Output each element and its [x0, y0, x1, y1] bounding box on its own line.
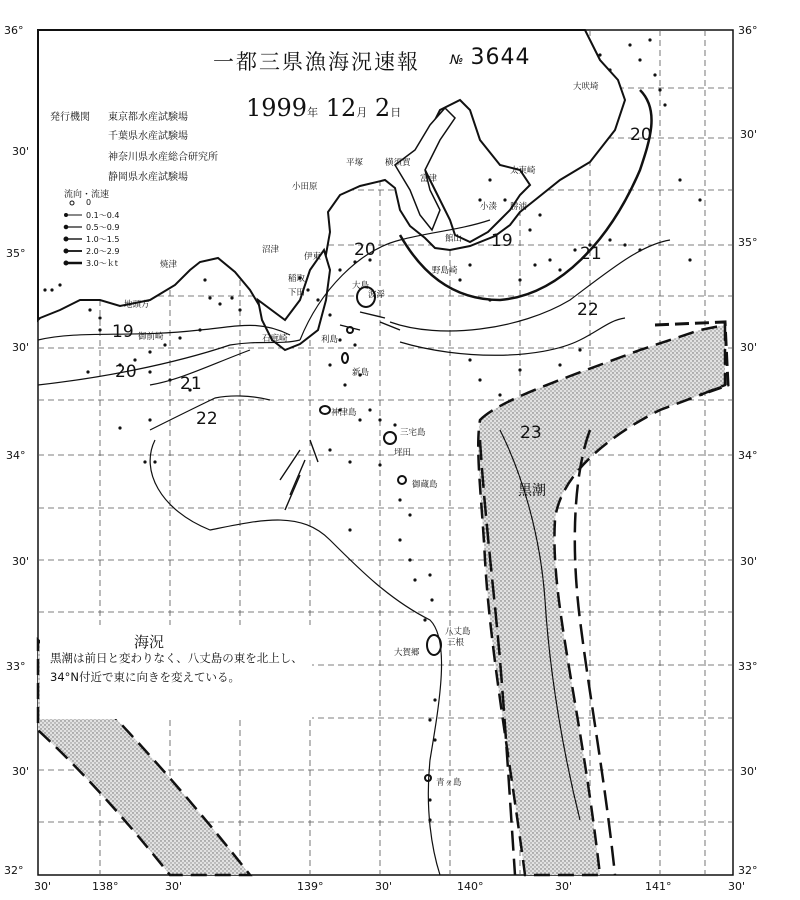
issuer-shizuoka: 静岡県水産試験場 — [108, 172, 188, 183]
isotherm-label: 21 — [180, 374, 202, 394]
place-mikurajima: 御蔵島 — [412, 480, 438, 490]
lon-label-bottom: 30' — [34, 880, 52, 893]
isotherm-20-west — [38, 340, 300, 385]
place-aogashima: 青ヶ島 — [436, 778, 462, 788]
place-mitsune: 三根 — [447, 638, 465, 648]
isotherm-label: 22 — [196, 409, 218, 429]
lon-label-bottom: 141° — [645, 880, 672, 893]
place-oshima: 大島 — [352, 281, 370, 291]
kuroshio-band — [478, 325, 725, 875]
lat-label-left: 30' — [12, 145, 30, 158]
report-date — [246, 94, 401, 122]
legend-title: 流向・流速 — [64, 190, 110, 200]
lat-label-left: 30' — [12, 341, 30, 354]
place-miyakejima: 三宅島 — [400, 428, 426, 438]
place-kominato: 小湊 — [480, 202, 498, 212]
place-shimoda: 下田 — [288, 288, 306, 298]
lat-label-left: 30' — [12, 765, 30, 778]
place-ito: 伊東 — [304, 252, 322, 262]
place-futtsu: 富津 — [420, 174, 438, 184]
place-toshima: 利島 — [321, 335, 339, 345]
isotherm-19-west — [38, 325, 290, 340]
date-year-unit: 年 — [307, 106, 319, 119]
lat-label-right: 36° — [738, 24, 758, 37]
isotherm-label: 22 — [577, 300, 599, 320]
date-day-unit: 日 — [390, 106, 402, 119]
lat-label-right: 30' — [740, 128, 758, 141]
lat-label-left: 36° — [4, 24, 24, 37]
lat-label-left: 35° — [6, 247, 26, 260]
issuer-heading: 発行機関 — [50, 112, 90, 123]
place-kozushima: 神津島 — [331, 408, 357, 418]
place-jitogata: 地頭方 — [124, 300, 150, 310]
place-yokosuka: 横須賀 — [385, 158, 411, 168]
islands — [320, 287, 441, 781]
isotherm-label: 20 — [115, 362, 137, 382]
place-omaezaki: 御前崎 — [138, 332, 164, 342]
place-inatori: 稲取 — [288, 274, 306, 284]
sea-condition-notes — [40, 625, 312, 719]
place-yaizu: 焼津 — [160, 260, 178, 270]
place-tsubota: 坪田 — [394, 448, 412, 458]
lat-label-right: 34° — [738, 449, 758, 462]
lat-label-right: 32° — [738, 864, 758, 877]
place-numazu: 沼津 — [262, 245, 280, 255]
lat-label-right: 30' — [740, 341, 758, 354]
isotherm-label: 20 — [630, 125, 652, 145]
legend-item: 1.0〜1.5 — [86, 235, 120, 244]
isotherm-21-east — [390, 240, 670, 331]
place-niijima: 新島 — [352, 368, 370, 378]
issuer-tokyo: 東京都水産試験場 — [108, 112, 188, 123]
island-kozushima — [320, 406, 330, 414]
date-day: 2 — [374, 94, 391, 122]
lon-label-bottom: 30' — [375, 880, 393, 893]
notes-title: 海況 — [134, 633, 165, 651]
lat-label-right: 30' — [740, 555, 758, 568]
place-tateyama: 館山 — [445, 234, 463, 244]
place-habu: 波浮 — [368, 290, 386, 300]
legend-item: 2.0〜2.9 — [86, 247, 120, 256]
place-okago: 大賀郷 — [394, 648, 420, 658]
island-mikura — [398, 476, 406, 484]
legend-item: 0.5〜0.9 — [86, 223, 120, 232]
lon-label-bottom: 139° — [297, 880, 324, 893]
lat-label-right: 30' — [740, 765, 758, 778]
kuroshio-label: 黒潮 — [518, 483, 546, 499]
lon-label-bottom: 30' — [165, 880, 183, 893]
issue-prefix: № — [450, 53, 465, 68]
place-hiratsuka: 平塚 — [346, 158, 364, 168]
place-hachijojima: 八丈島 — [445, 627, 471, 637]
report-title: 一都三県漁海況速報 — [213, 50, 420, 74]
issue-value: 3644 — [470, 45, 531, 70]
issuer-chiba: 千葉県水産試験場 — [108, 131, 188, 142]
island-miyake — [384, 432, 396, 444]
place-nojimazaki: 野島崎 — [432, 266, 458, 276]
notes-body: 黒潮は前日と変わりなく、八丈島の東を北上し、34°N付近で東に向きを変えている。 — [50, 651, 303, 684]
lat-label-left: 33° — [6, 660, 26, 673]
issue-number — [450, 45, 531, 70]
lat-label-left: 34° — [6, 449, 26, 462]
lat-label-right: 33° — [738, 660, 758, 673]
place-taitozaki: 太東崎 — [510, 166, 536, 176]
isotherm-label: 21 — [580, 244, 602, 264]
isotherm-label: 20 — [354, 240, 376, 260]
lon-label-bottom: 138° — [92, 880, 119, 893]
legend-item: 0.1〜0.4 — [86, 211, 120, 220]
place-irozaki: 石廊崎 — [262, 334, 288, 344]
isotherm-label: 19 — [112, 322, 134, 342]
lon-label-bottom: 140° — [457, 880, 484, 893]
legend-item: 3.0〜ｋt — [86, 259, 118, 268]
date-month: 12 — [325, 94, 357, 122]
legend-item: 0 — [86, 198, 92, 207]
isotherm-label: 19 — [491, 231, 513, 251]
lat-label-left: 30' — [12, 555, 30, 568]
lat-label-left: 32° — [4, 864, 24, 877]
place-katsuura: 勝浦 — [510, 202, 528, 212]
date-year: 1999 — [246, 94, 308, 122]
isotherm-label: 23 — [520, 423, 542, 443]
date-month-unit: 月 — [356, 106, 368, 119]
lon-label-bottom: 30' — [728, 880, 746, 893]
island-niijima — [342, 353, 348, 363]
place-odawara: 小田原 — [292, 182, 318, 192]
place-inubosaki: 大吠埼 — [573, 82, 599, 92]
issuer-kanagawa: 神奈川県水産総合研究所 — [108, 152, 218, 163]
lon-label-bottom: 30' — [555, 880, 573, 893]
lat-label-right: 35° — [738, 236, 758, 249]
